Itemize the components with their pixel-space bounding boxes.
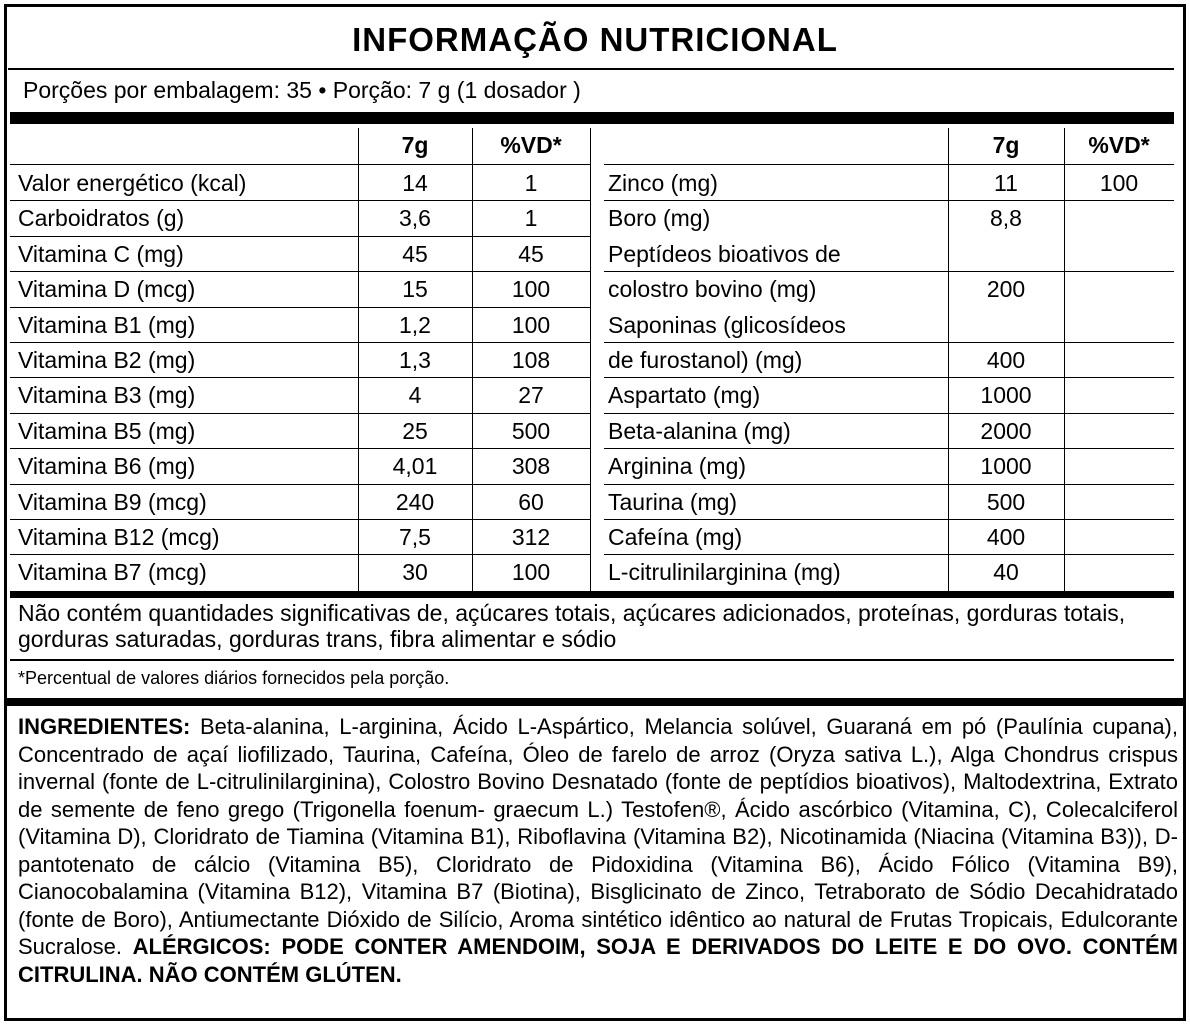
nutrient-dv-right: [1064, 237, 1174, 271]
nutrient-amount-left: 1,2: [399, 311, 431, 338]
row-divider: [10, 342, 590, 343]
nutrient-dv-left: 100: [511, 311, 551, 338]
table-bottom-divider: [10, 591, 1174, 598]
nutrient-amount-left: 7,5: [399, 524, 431, 550]
nutrient-name-left: Vitamina C (mg): [18, 240, 184, 267]
row-divider: [604, 448, 1174, 449]
nutrient-name-right: Boro (mg): [608, 205, 711, 232]
nutrient-dv-left: 27: [518, 382, 544, 409]
nutrient-name-left: Vitamina B12 (mcg): [18, 524, 220, 550]
nutrient-name-right: Cafeína (mg): [608, 524, 743, 550]
ingredients-separator: [4, 698, 1186, 706]
nutrient-amount-right: 2000: [980, 417, 1032, 444]
header-amount-left: 7g: [401, 132, 429, 158]
column-divider: [472, 128, 473, 591]
nutrient-name-left: Valor energético (kcal): [18, 170, 247, 196]
row-divider: [604, 519, 1174, 520]
column-divider: [358, 128, 359, 591]
non-significant-note: Não contém quantidades significativas de, açúcares totais, açúcares adicionados, proteínas, gorduras totais, gorduras saturadas, gorduras trans, fibra alimentar e sódio: [18, 600, 1126, 652]
serving-info: Porções por embalagem: 35 • Porção: 7 g (1 dosador ): [23, 77, 581, 103]
nutrient-amount-left: 1,3: [399, 347, 431, 373]
nutrient-amount-right: 1000: [980, 382, 1032, 409]
nutrient-name-left: Carboidratos (g): [18, 205, 185, 232]
row-divider: [604, 342, 1174, 343]
nutrient-amount-left: 4: [408, 382, 422, 409]
row-divider: [10, 413, 590, 414]
header-amount-right: 7g: [992, 132, 1020, 158]
nutrient-amount-right: 400: [986, 524, 1026, 550]
row-divider: [10, 484, 590, 485]
nutrient-dv-right: [1064, 485, 1174, 519]
nutrient-amount-right: 400: [986, 347, 1026, 373]
nutrient-amount-right: [948, 237, 1064, 271]
row-divider: [10, 271, 590, 272]
column-divider: [1064, 128, 1065, 591]
nutrient-amount-right: 500: [986, 488, 1026, 515]
nutrient-dv-right: [1064, 520, 1174, 554]
nutrient-dv-right: [1064, 272, 1174, 306]
nutrient-dv-left: 45: [518, 240, 544, 267]
nutrient-amount-left: 240: [395, 488, 435, 515]
nutrient-amount-right: 40: [993, 559, 1019, 586]
nutrient-dv-right: [1064, 201, 1174, 235]
nutrient-name-right: Saponinas (glicosídeos: [608, 311, 846, 338]
nutrient-name-right: colostro bovino (mg): [608, 276, 817, 303]
column-divider: [948, 128, 949, 591]
nutrient-amount-left: 3,6: [399, 205, 431, 232]
nutrient-name-left: Vitamina B7 (mcg): [18, 559, 207, 586]
nutrient-name-right: Aspartato (mg): [608, 382, 761, 409]
row-divider: [10, 448, 590, 449]
row-divider: [10, 554, 590, 555]
row-divider: [10, 236, 590, 237]
ingredients-text: Beta-alanina, L-arginina, Ácido L-Aspártico, Melancia solúvel, Guaraná em pó (Paulínia cupana), Concentrado de açaí liofilizado, Taurina, Cafeína, Óleo de farelo de arroz (Oryza sativa L.), Alga Chondrus crispus invernal (fonte de L-citrulinilarginina), Colostro Bovino Desnatado (fonte de peptídios bioativos), Maltodextrina, Extrato de semente de feno grego (Trigonella foenum- graecum L.) Testofen®, Ácido ascórbico (Vitamina, C), Colecalciferol (Vitamina D), Cloridrato de Tiamina (Vitamina B1), Riboflavina (Vitamina B2), Nicotinamida (Niacina (Vitamina B3)), D-pantotenato de cálcio (Vitamina B5), Cloridrato de Pidoxidina (Vitamina B6), Ácido Fólico (Vitamina B9), Cianocobalamina (Vitamina B12), Vitamina B7 (Biotina), Bisglicinato de Zinco, Tetraborato de Sódio Decahidratado (fonte de Boro), Antiumectante Dióxido de Silício, Aroma sintético idêntico ao natural de Frutas Tropicais, Edulcorante Sucralose.: [18, 714, 1178, 959]
nutrient-amount-right: 1000: [980, 453, 1032, 480]
nutrient-amount-right: 11: [994, 170, 1018, 196]
nutrient-amount-left: 30: [402, 559, 428, 586]
row-divider: [604, 377, 1174, 378]
nutrient-name-right: L-citrulinilarginina (mg): [608, 559, 841, 586]
row-divider: [10, 307, 590, 308]
nutrient-name-left: Vitamina B1 (mg): [18, 311, 196, 338]
header-divider: [604, 164, 1174, 165]
thick-divider: [10, 112, 1174, 124]
nutrient-amount-left: 4,01: [392, 453, 438, 480]
allergen-warning: ALÉRGICOS: PODE CONTER AMENDOIM, SOJA E DERIVADOS DO LEITE E DO OVO. CONTÉM CITRULINA. NÃO CONTÉM GLÚTEN.: [18, 934, 1179, 987]
nutrient-name-left: Vitamina B5 (mg): [18, 417, 196, 444]
nutrient-amount-left: 45: [402, 240, 428, 267]
nutrient-dv-left: 1: [524, 170, 538, 196]
row-divider: [10, 377, 590, 378]
nutrient-name-right: Arginina (mg): [608, 453, 747, 480]
nutrient-amount-right: 200: [986, 276, 1026, 303]
row-divider: [10, 200, 590, 201]
nutrient-dv-right: [1064, 414, 1174, 448]
nutrient-name-right: Zinco (mg): [608, 170, 718, 196]
ingredients-block: [18, 713, 1178, 988]
row-divider: [604, 413, 1174, 414]
row-divider: [604, 271, 1174, 272]
nutrient-dv-left: 308: [511, 453, 551, 480]
nutrient-name-right: Peptídeos bioativos de: [608, 240, 841, 267]
nutrient-amount-right: [948, 308, 1064, 342]
header-dv-left: %VD*: [500, 132, 562, 158]
nutrient-name-right: Beta-alanina (mg): [608, 417, 791, 444]
nutrient-dv-left: 500: [511, 417, 551, 444]
nutrient-amount-right: 8,8: [990, 205, 1022, 232]
nutrient-name-right: Taurina (mg): [608, 488, 738, 515]
nutrient-name-left: Vitamina B9 (mcg): [18, 488, 207, 515]
nutrient-dv-left: 100: [511, 276, 551, 303]
note-divider: [10, 659, 1174, 661]
nutrient-amount-left: 15: [402, 276, 428, 303]
header-dv-right: %VD*: [1088, 132, 1150, 158]
nutrient-amount-left: 25: [402, 417, 428, 444]
nutrient-name-left: Vitamina B6 (mg): [18, 453, 196, 480]
row-divider: [604, 554, 1174, 555]
nutrition-table: [10, 124, 1174, 591]
nutrient-name-right: de furostanol) (mg): [608, 347, 803, 373]
ingredients-label: INGREDIENTES:: [18, 714, 191, 739]
nutrient-amount-left: 14: [402, 170, 428, 196]
column-divider: [590, 128, 591, 591]
nutrient-dv-right: [1064, 308, 1174, 342]
nutrient-dv-right: [1064, 555, 1174, 589]
nutrient-dv-left: 108: [511, 347, 551, 373]
nutrient-dv-right: 100: [1099, 170, 1139, 196]
nutrient-dv-right: [1064, 343, 1174, 377]
nutrient-dv-left: 312: [511, 524, 551, 550]
nutrient-dv-left: 1: [524, 205, 538, 232]
header-divider: [10, 164, 590, 165]
nutrient-name-left: Vitamina B3 (mg): [18, 382, 196, 409]
nutrient-dv-left: 60: [518, 488, 544, 515]
row-divider: [10, 519, 590, 520]
row-divider: [604, 200, 1174, 201]
nutrient-dv-left: 100: [511, 559, 551, 586]
title-divider: [8, 68, 1174, 70]
dv-footnote: *Percentual de valores diários fornecidos pela porção.: [18, 668, 450, 688]
label-title: INFORMAÇÃO NUTRICIONAL: [352, 21, 838, 58]
nutrient-name-left: Vitamina B2 (mg): [18, 347, 196, 373]
nutrient-dv-right: [1064, 378, 1174, 412]
nutrient-name-left: Vitamina D (mcg): [18, 276, 196, 303]
row-divider: [604, 484, 1174, 485]
nutrient-dv-right: [1064, 449, 1174, 483]
